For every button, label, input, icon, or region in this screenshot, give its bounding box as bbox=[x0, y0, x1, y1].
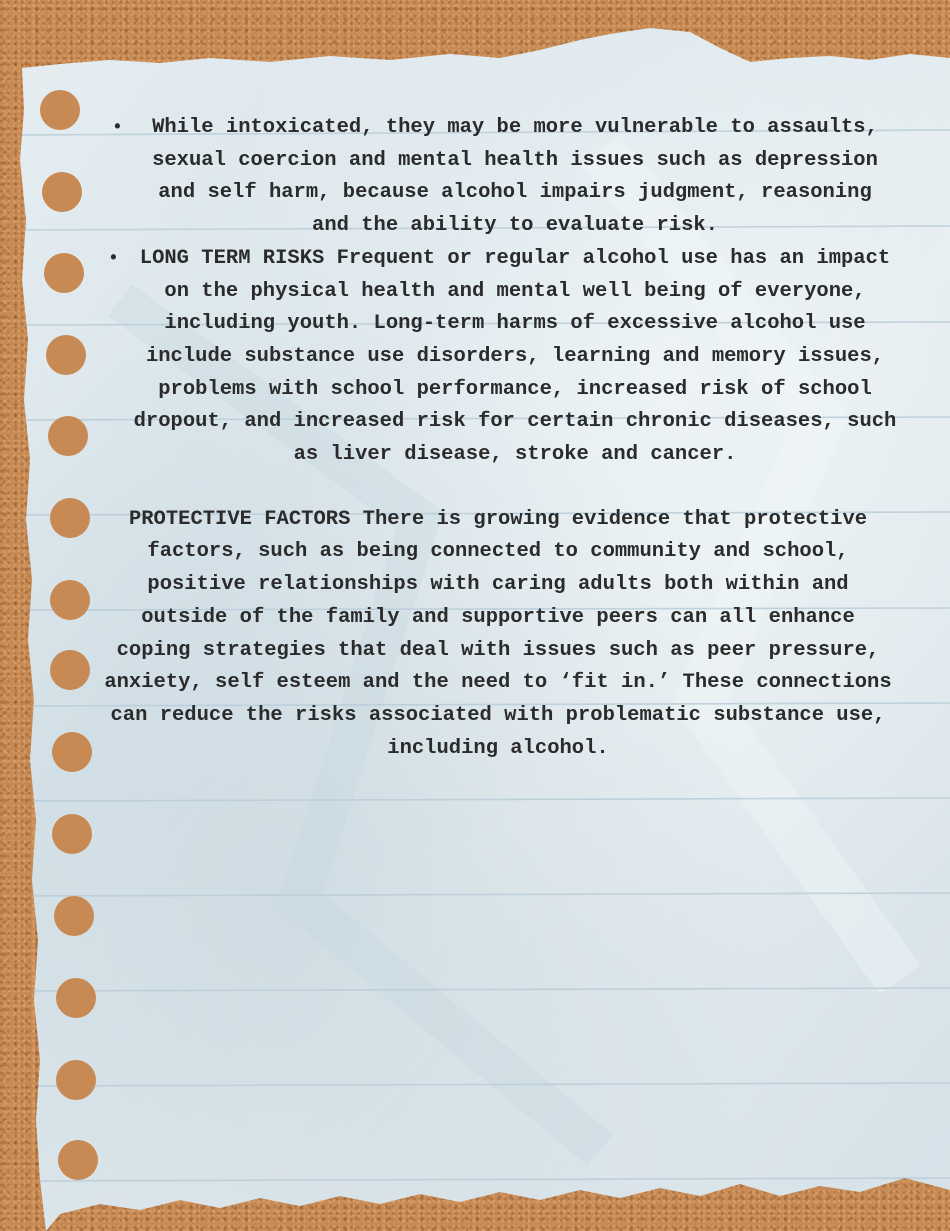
bullet-marker: • bbox=[108, 248, 119, 269]
document-body bbox=[100, 112, 900, 786]
bullet-text: While intoxicated, they may be more vulnerable to assaults, sexual coercion and mental health issues such as depression and self harm, because alcohol impairs judgment, reasoning and the ability to evaluate risk. bbox=[152, 116, 878, 238]
risk-bullet-list bbox=[100, 112, 900, 472]
bullet-text: LONG TERM RISKS Frequent or regular alcohol use has an impact on the physical health and mental well being of everyone, including youth. Long-term harms of excessive alcohol use include substance use disorders, learning and memory issues, problems with school performance, increased risk of school dropout, and increased risk for certain chronic diseases, such as liver disease, stroke and cancer. bbox=[133, 246, 897, 467]
bullet-item-intoxication bbox=[100, 112, 900, 243]
bullet-marker: • bbox=[112, 118, 123, 138]
protective-factors-paragraph: PROTECTIVE FACTORS There is growing evidence that protective factors, such as being connected to community and school, positive relationships with caring adults both within and outside of the family and supportive peers can all enhance coping strategies that deal with issues such as peer pressure, anxiety, self esteem and the need to ‘fit in.’ These connections can reduce the risks associated with problematic substance use, including alcohol. bbox=[104, 507, 892, 760]
bullet-item-long-term-risks bbox=[100, 243, 900, 472]
